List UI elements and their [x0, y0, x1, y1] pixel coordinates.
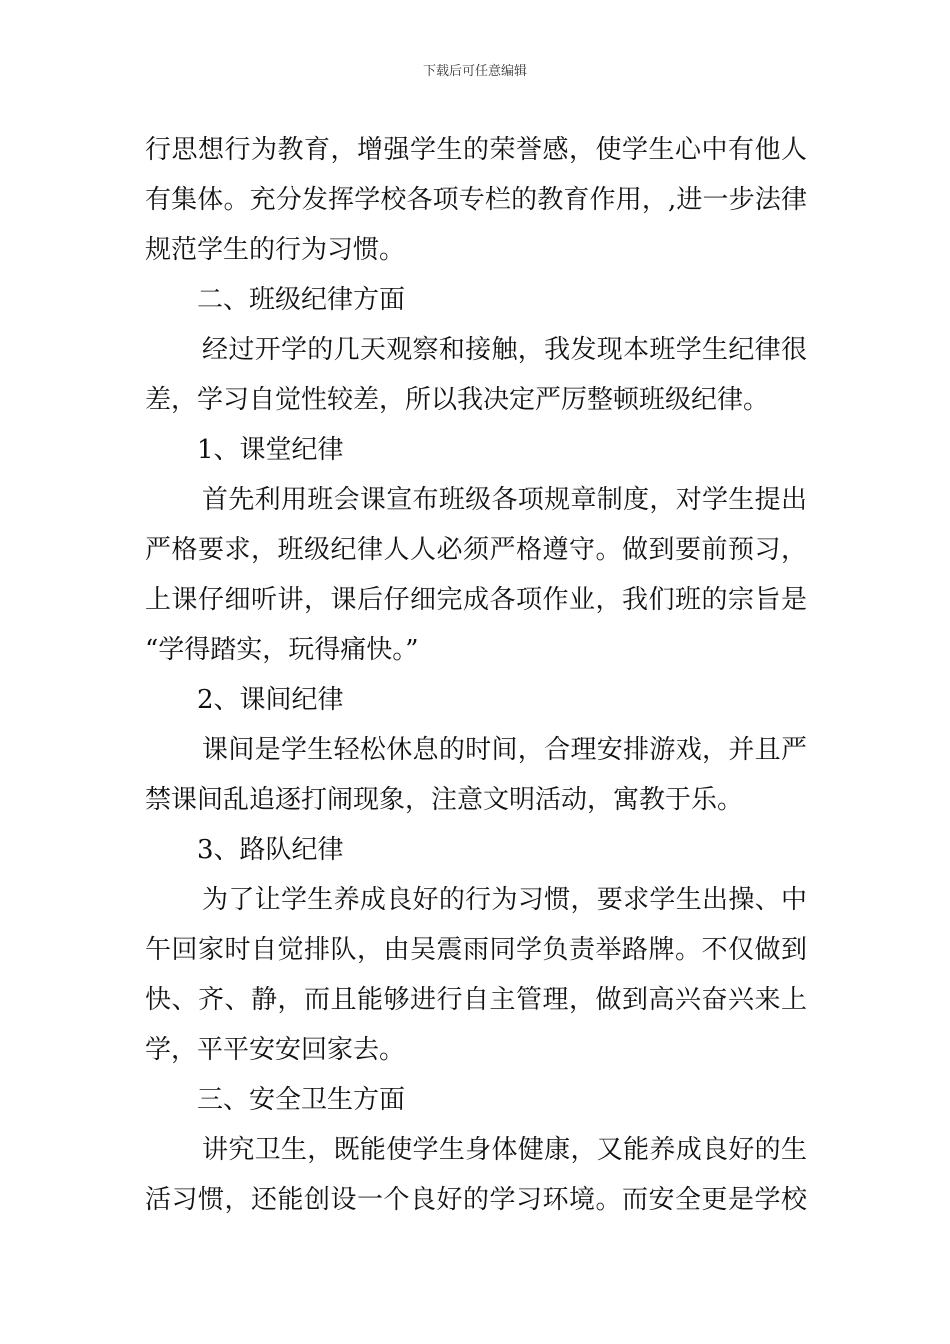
section-heading: 3、路队纪律 [197, 835, 344, 865]
text-line: 上课仔细听讲，课后仔细完成各项作业，我们班的宗旨是 [145, 585, 807, 615]
page-header: 下载后可任意编辑 [422, 64, 527, 79]
section-heading: 1、课堂纪律 [197, 435, 344, 465]
text-line: “学得踏实，玩得痛快。” [145, 635, 419, 665]
text-line: 为了让学生养成良好的行为习惯，要求学生出操、中 [202, 885, 807, 915]
text-line: 学，平平安安回家去。 [145, 1035, 406, 1065]
text-line: 有集体。充分发挥学校各项专栏的教育作用，,进一步法律 [145, 185, 807, 215]
text-line: 差，学习自觉性较差，所以我决定严厉整顿班级纪律。 [145, 385, 770, 415]
text-line: 首先利用班会课宣布班级各项规章制度，对学生提出 [202, 485, 807, 515]
section-heading: 三、安全卫生方面 [197, 1085, 406, 1115]
text-line: 课间是学生轻松休息的时间，合理安排游戏，并且严 [202, 735, 807, 765]
text-line: 经过开学的几天观察和接触，我发现本班学生纪律很 [202, 335, 807, 365]
text-line: 讲究卫生，既能使学生身体健康，又能养成良好的生 [202, 1135, 807, 1165]
text-line: 严格要求，班级纪律人人必须严格遵守。做到要前预习， [145, 535, 807, 565]
text-line: 午回家时自觉排队，由吴震雨同学负责举路牌。不仅做到 [145, 935, 807, 965]
text-line: 规范学生的行为习惯。 [145, 235, 406, 265]
text-line: 快、齐、静，而且能够进行自主管理，做到高兴奋兴来上 [145, 985, 807, 1015]
text-line: 活习惯，还能创设一个良好的学习环境。而安全更是学校 [145, 1185, 807, 1215]
document-body [145, 125, 807, 1225]
text-line: 行思想行为教育，增强学生的荣誉感，使学生心中有他人 [145, 135, 807, 165]
text-line: 禁课间乱追逐打闹现象，注意文明活动，寓教于乐。 [145, 785, 744, 815]
section-heading: 二、班级纪律方面 [197, 285, 406, 315]
section-heading: 2、课间纪律 [197, 685, 344, 715]
